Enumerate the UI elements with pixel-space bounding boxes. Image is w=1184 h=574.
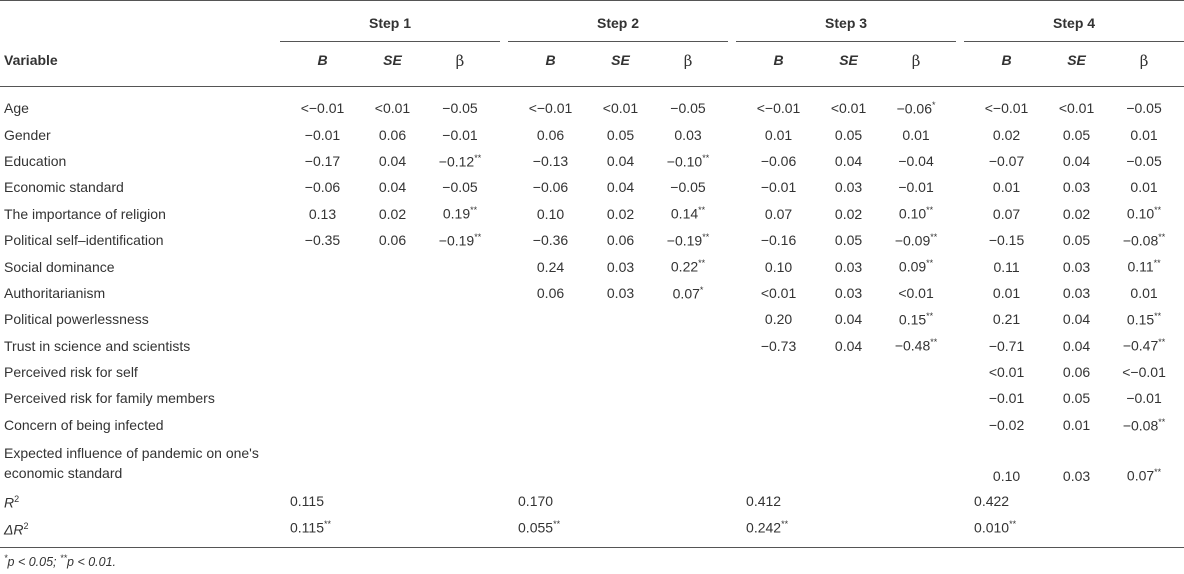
b-value: −0.02	[988, 416, 1025, 433]
beta-value: −0.05	[670, 100, 706, 117]
se-value: 0.03	[1062, 468, 1091, 485]
se-value: 0.02	[606, 205, 635, 222]
b-value	[508, 333, 593, 359]
variable-label: The importance of religion	[4, 205, 166, 222]
beta-value	[876, 412, 956, 438]
variable-label: Expected influence of pandemic on one's economic standard	[4, 445, 259, 482]
beta-value: −0.01	[898, 179, 934, 196]
b-value	[280, 412, 365, 438]
se-value: 0.02	[1062, 205, 1091, 222]
b-value: <−0.01	[756, 100, 801, 117]
se-value	[365, 280, 420, 306]
beta-value: −0.12**	[438, 152, 482, 170]
b-value: 0.10	[764, 258, 793, 275]
table-row	[0, 148, 1184, 174]
delta-r-squared-step-3: 0.242**	[746, 519, 789, 536]
se-value: 0.03	[834, 258, 863, 275]
table-row	[0, 280, 1184, 306]
beta-column-header: β	[455, 52, 465, 70]
b-value: 0.24	[536, 258, 565, 275]
beta-value: 0.01	[1130, 179, 1158, 196]
b-value: −0.36	[532, 232, 569, 249]
step-1-header: Step 1	[280, 1, 500, 46]
beta-column-header: β	[911, 52, 921, 70]
b-value	[508, 412, 593, 438]
se-value: 0.04	[834, 311, 863, 328]
b-value: 0.07	[992, 205, 1021, 222]
beta-value: 0.07*	[672, 284, 704, 302]
se-value: 0.03	[1062, 284, 1091, 301]
b-value: 0.01	[764, 126, 793, 143]
beta-value: 0.07**	[1126, 467, 1162, 485]
variable-label: Age	[4, 100, 29, 117]
beta-column-header: β	[1139, 52, 1149, 70]
b-value: −0.16	[760, 232, 797, 249]
se-column-header: SE	[383, 52, 402, 68]
beta-value	[420, 359, 500, 385]
beta-value: 0.10**	[898, 205, 934, 223]
beta-value: −0.19**	[666, 231, 710, 249]
se-value: 0.03	[1062, 258, 1091, 275]
se-column-header: SE	[839, 52, 858, 68]
b-value	[736, 412, 821, 438]
b-value: −0.73	[760, 337, 797, 354]
se-value: 0.03	[606, 258, 635, 275]
beta-value: −0.04	[898, 152, 934, 169]
se-value	[365, 359, 420, 385]
se-value: 0.05	[834, 126, 863, 143]
b-value	[508, 359, 593, 385]
b-value	[280, 253, 365, 279]
se-value	[593, 385, 648, 411]
se-value: 0.04	[606, 152, 635, 169]
b-value	[280, 359, 365, 385]
b-value: 0.02	[992, 126, 1021, 143]
beta-value: 0.09**	[898, 258, 934, 275]
b-value	[280, 306, 365, 332]
se-value: <0.01	[602, 100, 639, 117]
se-value	[365, 412, 420, 438]
beta-value: 0.22**	[670, 258, 706, 275]
b-column-header: B	[773, 52, 784, 68]
se-value: 0.04	[1062, 152, 1091, 169]
se-value	[365, 253, 420, 279]
b-value: −0.35	[304, 232, 341, 249]
variable-label: Trust in science and scientists	[4, 337, 191, 354]
se-value: 0.06	[1062, 364, 1091, 381]
se-value	[365, 438, 420, 488]
beta-value	[420, 438, 500, 488]
beta-value	[648, 306, 728, 332]
se-value: 0.03	[834, 179, 863, 196]
b-value: <0.01	[760, 284, 797, 301]
b-value: 0.06	[536, 284, 565, 301]
beta-value: <−0.01	[1122, 364, 1166, 381]
se-value: <0.01	[374, 100, 411, 117]
beta-value: 0.01	[1130, 126, 1158, 143]
column-header-row	[0, 45, 1184, 87]
table-row	[0, 412, 1184, 438]
variable-label: Political powerlessness	[4, 311, 149, 328]
beta-value: 0.11**	[1127, 258, 1161, 275]
variable-label: Perceived risk for family members	[4, 390, 215, 407]
b-value: 0.10	[536, 205, 565, 222]
se-value: 0.06	[378, 232, 407, 249]
b-value	[736, 438, 821, 488]
b-value: −0.17	[304, 152, 341, 169]
se-value: 0.04	[378, 179, 407, 196]
b-value	[280, 280, 365, 306]
b-column-header: B	[317, 52, 328, 68]
delta-r-squared-step-2: 0.055**	[518, 519, 561, 536]
table-row	[0, 385, 1184, 411]
beta-value	[420, 412, 500, 438]
beta-value: 0.01	[1130, 284, 1158, 301]
delta-r-squared-step-4: 0.010**	[974, 519, 1017, 536]
b-value: 0.13	[308, 205, 337, 222]
variable-label: Perceived risk for self	[4, 364, 138, 381]
b-value	[508, 385, 593, 411]
beta-value: <0.01	[898, 284, 934, 301]
se-value	[365, 385, 420, 411]
table-row	[0, 438, 1184, 488]
beta-value	[420, 253, 500, 279]
se-value	[821, 385, 876, 411]
beta-value	[420, 333, 500, 359]
delta-r-squared-label: $\Delta R^2$	[4, 520, 29, 538]
b-value: −0.01	[760, 179, 797, 196]
b-column-header: B	[1001, 52, 1012, 68]
se-value: 0.04	[606, 179, 635, 196]
variable-label: Economic standard	[4, 179, 124, 196]
b-value: −0.13	[532, 152, 569, 169]
beta-value: 0.15**	[1126, 310, 1162, 328]
r-squared-step-2: 0.170	[518, 493, 554, 510]
b-value: 0.01	[992, 179, 1021, 196]
b-value: <−0.01	[300, 100, 345, 117]
se-value: 0.03	[834, 284, 863, 301]
beta-value	[876, 438, 956, 488]
r-squared-step-4: 0.422	[974, 493, 1010, 510]
se-value	[821, 412, 876, 438]
se-value: 0.02	[834, 205, 863, 222]
se-value: 0.04	[1062, 337, 1091, 354]
b-value: −0.06	[304, 179, 341, 196]
se-value: <0.01	[830, 100, 867, 117]
b-value: <−0.01	[984, 100, 1029, 117]
table-row	[0, 227, 1184, 253]
beta-value: 0.14**	[670, 205, 706, 223]
beta-value	[648, 412, 728, 438]
variable-label: Political self–identification	[4, 232, 164, 249]
b-value: 0.20	[764, 311, 793, 328]
b-value	[280, 438, 365, 488]
beta-value	[420, 306, 500, 332]
se-value	[365, 333, 420, 359]
se-value: 0.03	[606, 284, 635, 301]
se-value: 0.05	[606, 126, 635, 143]
beta-value: −0.01	[1126, 390, 1162, 407]
b-value	[736, 385, 821, 411]
b-value: <−0.01	[528, 100, 573, 117]
variable-label: Gender	[4, 126, 51, 143]
beta-value: 0.03	[674, 126, 702, 143]
delta-r-squared-row	[0, 514, 1184, 547]
table-row	[0, 359, 1184, 385]
se-value: 0.04	[834, 152, 863, 169]
beta-value: 0.15**	[898, 310, 934, 328]
beta-value	[876, 385, 956, 411]
table-row	[0, 306, 1184, 332]
step-4-header: Step 4	[964, 1, 1184, 46]
se-value: 0.05	[834, 232, 863, 249]
b-value: 0.10	[992, 468, 1021, 485]
beta-value	[648, 438, 728, 488]
variable-label: Authoritarianism	[4, 284, 106, 301]
beta-value: −0.10**	[666, 152, 710, 170]
se-value	[593, 306, 648, 332]
b-column-header: B	[545, 52, 556, 68]
delta-r-squared-step-1: 0.115**	[290, 519, 332, 536]
se-value	[593, 412, 648, 438]
r-squared-step-1: 0.115	[290, 493, 324, 510]
beta-value: −0.05	[670, 179, 706, 196]
b-value: −0.15	[988, 232, 1025, 249]
se-value	[821, 359, 876, 385]
step-header-row	[0, 1, 1184, 46]
se-value: 0.04	[1062, 311, 1091, 328]
se-column-header: SE	[1067, 52, 1086, 68]
step-3-header: Step 3	[736, 1, 956, 46]
se-value: 0.06	[606, 232, 635, 249]
beta-value: −0.01	[442, 126, 478, 143]
se-value: 0.04	[378, 152, 407, 169]
beta-value	[648, 385, 728, 411]
table-row	[0, 201, 1184, 227]
beta-value: −0.05	[1126, 100, 1162, 117]
se-value: 0.03	[1062, 179, 1091, 196]
beta-value	[420, 385, 500, 411]
se-value: 0.06	[378, 126, 407, 143]
beta-value: −0.09**	[894, 231, 938, 249]
b-value: −0.01	[988, 390, 1025, 407]
b-value	[736, 359, 821, 385]
b-value	[280, 333, 365, 359]
beta-value: −0.05	[442, 179, 478, 196]
beta-value: 0.10**	[1126, 205, 1162, 223]
beta-value: −0.47**	[1122, 337, 1166, 355]
beta-value: 0.01	[902, 126, 930, 143]
variable-column-header: Variable	[4, 52, 58, 68]
se-value	[593, 333, 648, 359]
beta-value: −0.05	[1126, 152, 1162, 169]
b-value: <0.01	[988, 364, 1025, 381]
variable-label: Education	[4, 152, 67, 169]
b-value: 0.06	[536, 126, 565, 143]
b-value	[508, 306, 593, 332]
b-value: −0.71	[988, 337, 1025, 354]
se-value	[593, 359, 648, 385]
b-value: −0.06	[532, 179, 569, 196]
b-value: −0.07	[988, 152, 1025, 169]
step-2-header: Step 2	[508, 1, 728, 46]
b-value: −0.01	[304, 126, 341, 143]
r-squared-step-3: 0.412	[746, 493, 782, 510]
se-value: 0.04	[834, 337, 863, 354]
se-value: 0.05	[1062, 232, 1091, 249]
beta-value	[648, 359, 728, 385]
b-value	[508, 438, 593, 488]
beta-value: −0.19**	[438, 231, 482, 249]
se-value	[593, 438, 648, 488]
se-column-header: SE	[611, 52, 630, 68]
table-row	[0, 121, 1184, 147]
beta-value	[876, 359, 956, 385]
b-value: 0.21	[992, 311, 1021, 328]
se-value: 0.01	[1062, 416, 1091, 433]
b-value: 0.01	[992, 284, 1021, 301]
se-value: <0.01	[1058, 100, 1095, 117]
b-value: 0.07	[764, 205, 793, 222]
beta-value: −0.08**	[1122, 231, 1166, 249]
table-row	[0, 87, 1184, 122]
beta-value	[420, 280, 500, 306]
r-squared-label: $R^2$	[4, 494, 20, 512]
table-footnote: *p < 0.05; **p < 0.01.	[4, 553, 117, 570]
table-row	[0, 174, 1184, 200]
beta-value: −0.48**	[894, 337, 938, 355]
b-value: −0.06	[760, 152, 797, 169]
beta-value: 0.19**	[442, 205, 478, 223]
beta-column-header: β	[683, 52, 693, 70]
b-value	[280, 385, 365, 411]
variable-label: Social dominance	[4, 258, 115, 275]
se-value: 0.05	[1062, 126, 1091, 143]
se-value	[365, 306, 420, 332]
se-value: 0.02	[378, 205, 407, 222]
se-value	[821, 438, 876, 488]
variable-label: Concern of being infected	[4, 416, 164, 433]
b-value: 0.11	[993, 258, 1020, 275]
table-row	[0, 253, 1184, 279]
beta-value: −0.05	[442, 100, 478, 117]
table-body	[0, 87, 1184, 548]
se-value: 0.05	[1062, 390, 1091, 407]
beta-value: −0.06*	[896, 99, 936, 117]
r-squared-row	[0, 488, 1184, 514]
beta-value: −0.08**	[1122, 416, 1166, 434]
table-row	[0, 333, 1184, 359]
beta-value	[648, 333, 728, 359]
header-spacer	[0, 1, 280, 46]
